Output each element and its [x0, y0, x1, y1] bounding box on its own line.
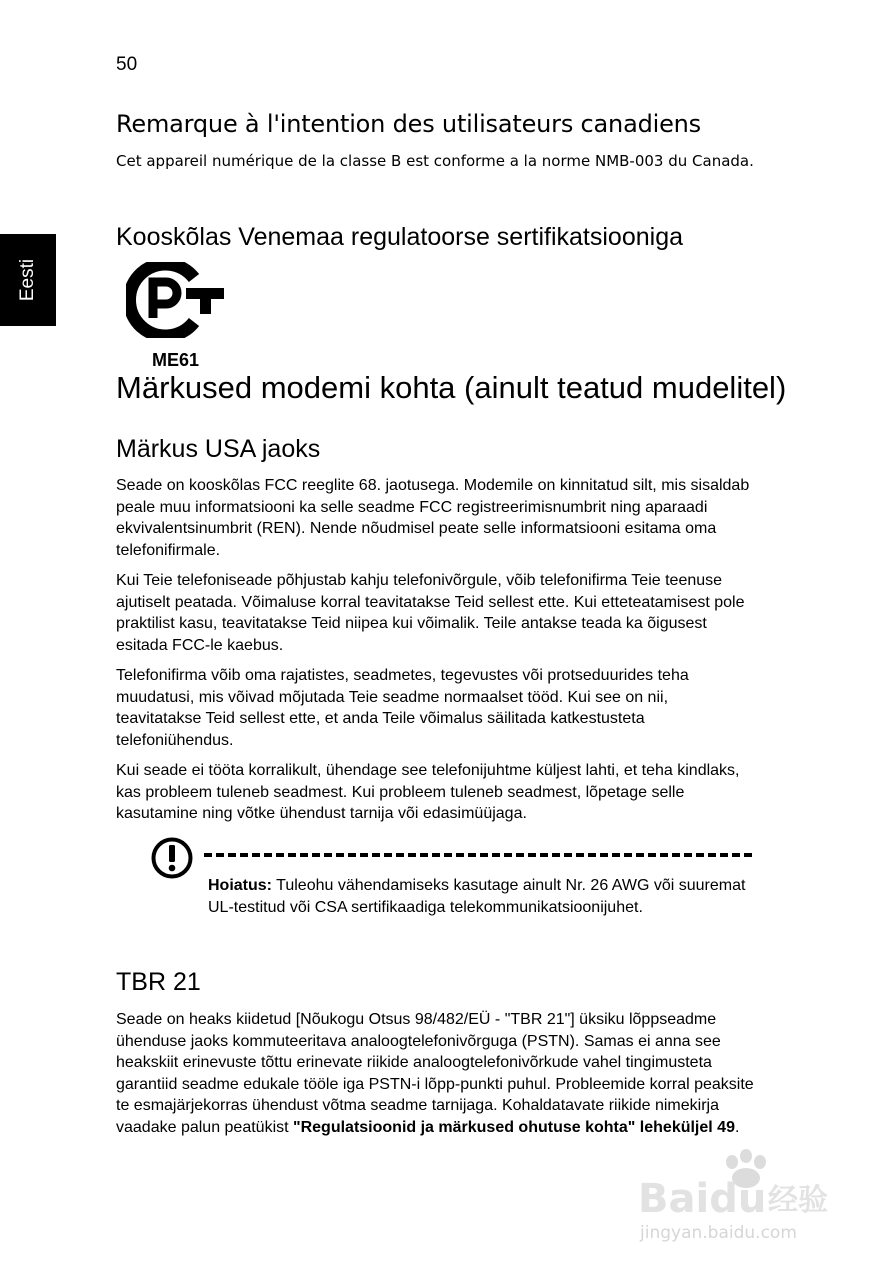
usa-paragraph: Kui seade ei tööta korralikult, ühendage see telefonijuhtme küljest lahti, et teha kindlaks, kas probleem tuleneb seadmest. Kui probleem tuleneb seadmest, lõpetage selle kasutamine ning võtke ühendust tarnija või edasimüüjaga.	[116, 762, 740, 822]
usa-paragraph: Kui Teie telefoniseade põhjustab kahju telefonivõrgule, võib telefonifirma Teie teenuse ajutiselt peatada. Võimaluse korral teavitatakse Teid sellest ette. Kui etteteatamisest pole praktilist kasu, teavitatakse Teid niipea kui võimalik. Teile antakse teada ka õigusest esitada FCC-le kaebus.	[116, 572, 745, 654]
warning-label: Hoiatus:	[208, 877, 272, 894]
usa-body	[116, 475, 756, 834]
canada-heading: Remarque à l'intention des utilisateurs canadiens	[116, 110, 701, 138]
tbr-text	[116, 1009, 756, 1138]
watermark-chinese: 经验	[768, 1183, 828, 1218]
usa-paragraph: Seade on kooskõlas FCC reeglite 68. jaotusega. Modemile on kinnitatud silt, mis sisaldab peale muu informatsiooni ka selle seadme FCC registreerimisnumbrit ning aparaadi ekvivalentsinumbrit (REN). Nende nõudmisel peate selle informatsiooni esitama oma telefonifirmale.	[116, 477, 750, 559]
russia-heading: Kooskõlas Venemaa regulatoorse sertifikatsiooniga	[116, 223, 684, 251]
modem-heading: Märkused modemi kohta (ainult teatud mudelitel)	[116, 370, 787, 405]
pct-certification-logo	[126, 262, 226, 338]
warning-text: Tuleohu vähendamiseks kasutage ainult Nr. 26 AWG või suuremat UL-testitud või CSA sertifikaadiga telekommunikatsioonijuhet.	[208, 877, 746, 916]
watermark-url: jingyan.baidu.com	[640, 1223, 797, 1243]
language-tab-label: Eesti	[17, 258, 38, 302]
logo-caption: ME61	[152, 350, 200, 370]
watermark-brand: Baidu	[638, 1176, 767, 1222]
page-number: 50	[116, 54, 138, 75]
baidu-watermark	[636, 1146, 842, 1246]
usa-paragraph: Telefonifirma võib oma rajatistes, seadmetes, tegevustes või protseduurides teha muudatusi, mis võivad mõjutada Teie seadme normaalset tööd. Kui see on nii, teavitatakse Teid sellest ette, et anda Teile võimalus säilitada katkestusteta telefoniühendus.	[116, 667, 689, 749]
warning-note	[208, 875, 748, 918]
tbr-body: Seade on heaks kiidetud [Nõukogu Otsus 98/482/EÜ - "TBR 21"] üksiku lõppseadme ühenduse jaoks kommuteeritava analoogtelefonivõrguga (PSTN). Samas ei anna see heakskiit erinevuste tõttu erinevate riikide analoogtelefonivõrkude vahel tingimusteta garantiid seadme edukale tööle iga PSTN-i lõpp-punkti puhul. Probleemide korral peaksite te esmajärjekorras ühendust võtma seadme tarnijaga. Kohaldatavate riikide nimekirja vaadake palun peatükist	[116, 1011, 754, 1136]
tbr-end: .	[734, 1118, 740, 1136]
canada-text: Cet appareil numérique de la classe B est conforme a la norme NMB-003 du Canada.	[116, 152, 754, 170]
language-tab	[0, 234, 56, 326]
tbr-reference: "Regulatsioonid ja märkused ohutuse kohta" leheküljel 49	[293, 1118, 735, 1136]
usa-heading: Märkus USA jaoks	[116, 435, 321, 463]
tbr-heading: TBR 21	[116, 968, 201, 996]
warning-divider	[204, 853, 752, 857]
warning-icon	[150, 836, 194, 880]
